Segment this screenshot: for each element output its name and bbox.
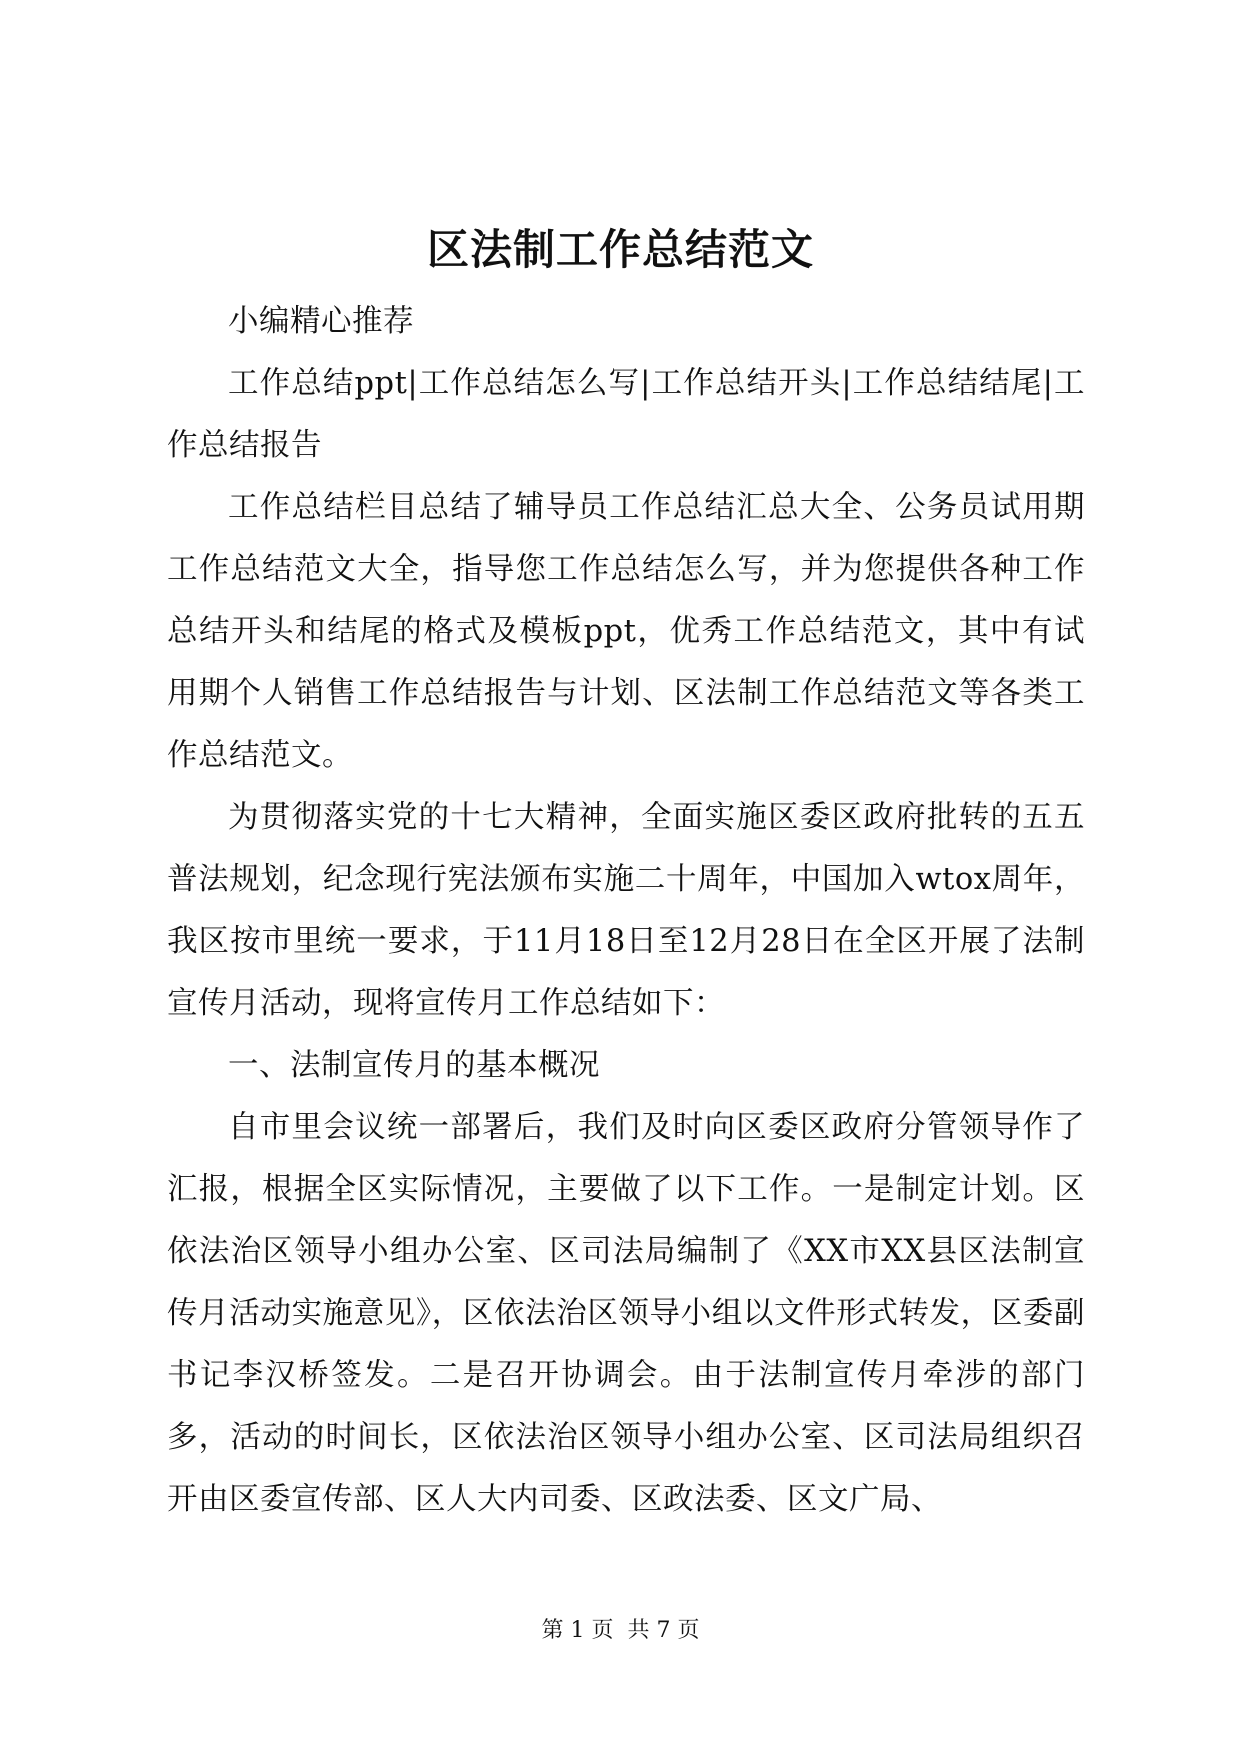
paragraph-recommendation: 小编精心推荐	[228, 304, 414, 339]
paragraph-purpose: 为贯彻落实党的十七大精神，全面实施区委区政府批转的五五普法规划，纪念现行宪法颁布实施二十周年，中国加入wtox周年，我区按市里统一要求，于11月18日至12月28日在全区开展了法制宣传月活动，现将宣传月工作总结如下：	[167, 800, 1085, 1021]
page-number-footer: 第 1 页 共 7 页	[541, 1618, 700, 1643]
paragraph-overview: 自市里会议统一部署后，我们及时向区委区政府分管领导作了汇报，根据全区实际情况，主要做了以下工作。一是制定计划。区依法治区领导小组办公室、区司法局编制了《XX市XX县区法制宣传月活动实施意见》，区依法治区领导小组以文件形式转发，区委副书记李汉桥签发。二是召开协调会。由于法制宣传月牵涉的部门多，活动的时间长，区依法治区领导小组办公室、区司法局组织召开由区委宣传部、区人大内司委、区政法委、区文广局、	[167, 1110, 1085, 1517]
paragraph-intro: 工作总结栏目总结了辅导员工作总结汇总大全、公务员试用期工作总结范文大全，指导您工作总结怎么写，并为您提供各种工作总结开头和结尾的格式及模板ppt，优秀工作总结范文，其中有试用期个人销售工作总结报告与计划、区法制工作总结范文等各类工作总结范文。	[167, 490, 1085, 773]
section-heading-overview: 一、法制宣传月的基本概况	[228, 1048, 600, 1083]
paragraph-links: 工作总结ppt|工作总结怎么写|工作总结开头|工作总结结尾|工作总结报告	[167, 366, 1085, 463]
document-title: 区法制工作总结范文	[426, 225, 814, 274]
document-body	[167, 291, 1085, 1531]
